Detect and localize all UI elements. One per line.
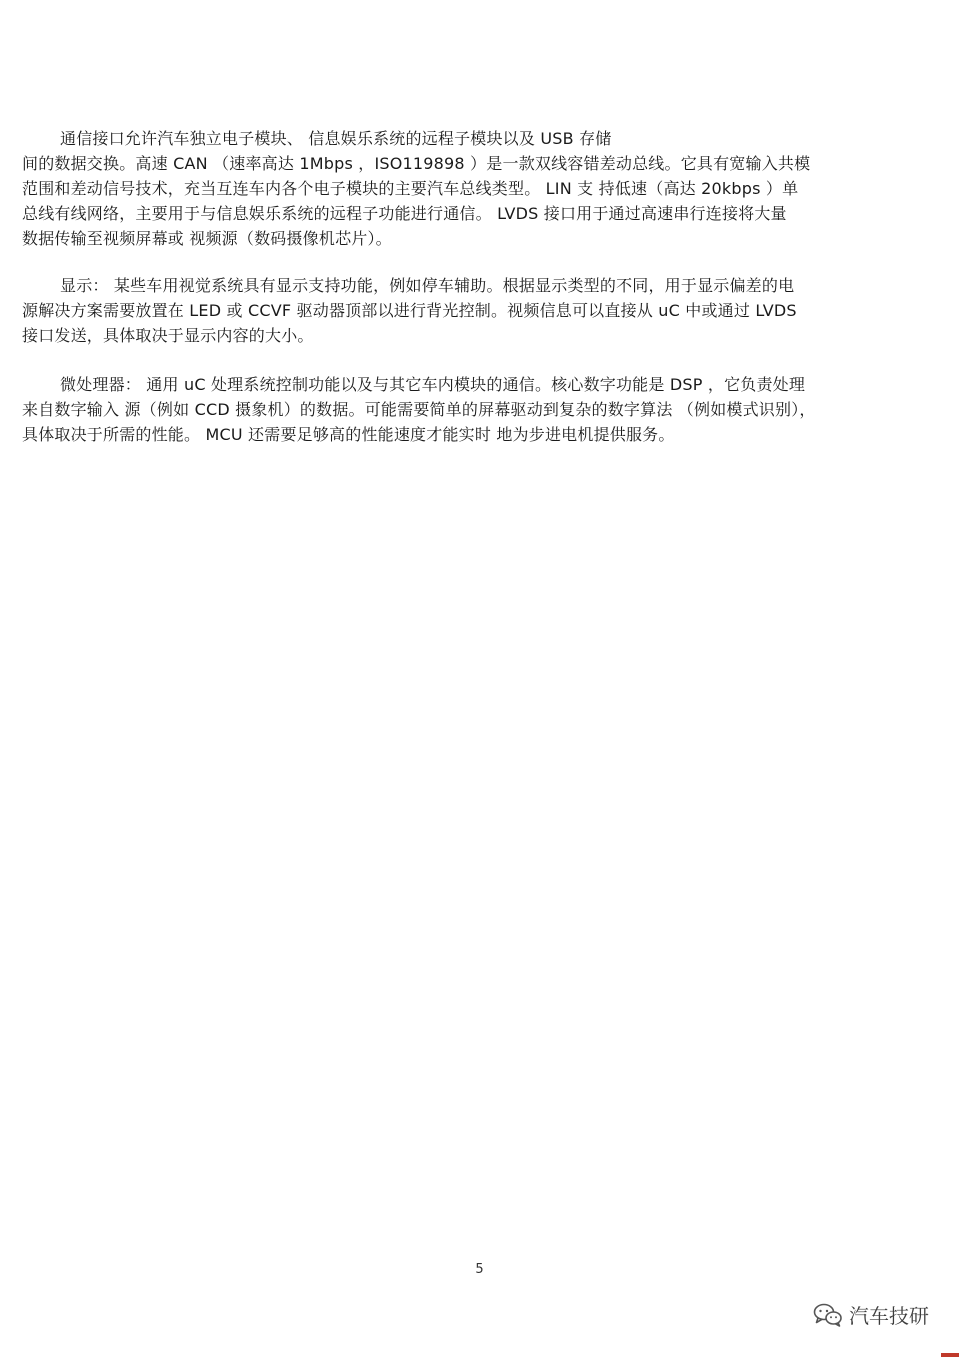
paragraph-display: [22, 273, 937, 348]
text-line: 显示： 某些车用视觉系统具有显示支持功能，例如停车辅助。根据显示类型的不同，用于显示偏差的电: [60, 276, 795, 295]
text-line: 微处理器： 通用 uC 处理系统控制功能以及与其它车内模块的通信。核心数字功能是 DSP ，它负责处理: [60, 375, 806, 394]
text-line: 总线有线网络，主要用于与信息娱乐系统的远程子功能进行通信。 LVDS 接口用于通过高速串行连接将大量: [22, 204, 787, 223]
paragraph-microprocessor: [22, 372, 937, 447]
text-line: 来自数字输入 源（例如 CCD 摄象机）的数据。可能需要简单的屏幕驱动到复杂的数字算法 （例如模式识别），: [22, 400, 816, 419]
watermark: [813, 1300, 929, 1329]
text-line: 范围和差动信号技术，充当互连车内各个电子模块的主要汽车总线类型。 LIN 支 持低速（高达 20kbps ）单: [22, 179, 799, 198]
corner-mark: [941, 1353, 959, 1357]
paragraph-communication: [22, 126, 937, 251]
text-line: 具体取决于所需的性能。 MCU 还需要足够高的性能速度才能实时 地为步进电机提供服务。: [22, 425, 675, 444]
watermark-text: 汽车技研: [849, 1304, 929, 1328]
text-line: 通信接口允许汽车独立电子模块、 信息娱乐系统的远程子模块以及 USB 存储: [60, 129, 612, 148]
text-line: 数据传输至视频屏幕或 视频源（数码摄像机芯片）。: [22, 229, 392, 248]
wechat-icon: [813, 1302, 843, 1328]
text-line: 源解决方案需要放置在 LED 或 CCVF 驱动器顶部以进行背光控制。视频信息可以直接从 uC 中或通过 LVDS: [22, 301, 797, 320]
page-number: 5: [475, 1262, 484, 1277]
text-line: 接口发送，具体取决于显示内容的大小。: [22, 326, 314, 345]
text-line: 间的数据交换。高速 CAN （速率高达 1Mbps ，ISO119898 ）是一款双线容错差动总线。它具有宽输入共模: [22, 154, 811, 173]
